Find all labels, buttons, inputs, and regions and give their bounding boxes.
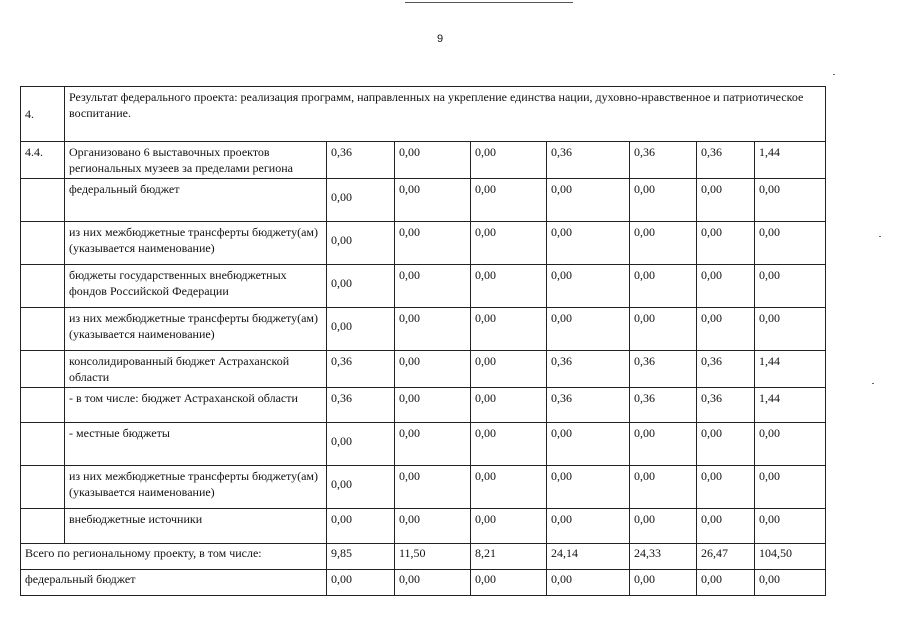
value-cell: 0,00 (697, 509, 755, 544)
value-cell: 0,00 (547, 265, 630, 308)
top-rule (405, 2, 573, 3)
value-cell: 0,00 (755, 222, 826, 265)
value-cell: 8,21 (471, 544, 547, 570)
row-code-cell (21, 308, 65, 351)
value-cell: 0,00 (755, 570, 826, 596)
value-cell: 0,00 (471, 388, 547, 423)
scan-speck (833, 74, 835, 75)
value-cell: 0,00 (755, 466, 826, 509)
value-cell: 26,47 (697, 544, 755, 570)
row-label: из них межбюджетные трансферты бюджету(ам) (указывается наименование) (65, 466, 327, 509)
row-code-cell (21, 509, 65, 544)
value-cell: 0,00 (327, 423, 395, 466)
value-cell: 0,00 (547, 509, 630, 544)
page-number: 9 (436, 33, 444, 45)
value-cell: 0,00 (395, 142, 471, 179)
funding-row (21, 351, 826, 388)
funding-row (21, 423, 826, 466)
value-cell: 0,00 (630, 570, 697, 596)
value-cell: 0,00 (395, 466, 471, 509)
row-label: консолидированный бюджет Астраханской области (65, 351, 327, 388)
value-cell: 0,00 (327, 466, 395, 509)
value-cell: 0,00 (471, 509, 547, 544)
item-row (21, 142, 826, 179)
value-cell: 0,00 (395, 308, 471, 351)
section-row (21, 87, 826, 142)
row-label: внебюджетные источники (65, 509, 327, 544)
value-cell: 0,36 (630, 388, 697, 423)
value-cell: 0,36 (630, 142, 697, 179)
value-cell: 0,00 (471, 265, 547, 308)
row-code-cell (21, 466, 65, 509)
value-cell: 0,36 (547, 142, 630, 179)
value-cell: 0,00 (395, 388, 471, 423)
value-cell: 0,00 (630, 423, 697, 466)
row-label: из них межбюджетные трансферты бюджету(ам) (указывается наименование) (65, 308, 327, 351)
value-cell: 0,00 (755, 265, 826, 308)
budget-table (20, 86, 826, 596)
value-cell: 0,00 (630, 179, 697, 222)
total-row (21, 570, 826, 596)
row-code-cell (21, 423, 65, 466)
value-cell: 0,00 (471, 308, 547, 351)
item-name: Организовано 6 выставочных проектов региональных музеев за пределами региона (65, 142, 327, 179)
value-cell: 11,50 (395, 544, 471, 570)
value-cell: 0,36 (327, 142, 395, 179)
value-cell: 0,00 (471, 570, 547, 596)
value-cell: 0,00 (697, 222, 755, 265)
item-code: 4.4. (21, 142, 65, 179)
value-cell: 0,00 (327, 222, 395, 265)
value-cell: 24,14 (547, 544, 630, 570)
value-cell: 0,00 (471, 466, 547, 509)
value-cell: 0,36 (697, 142, 755, 179)
value-cell: 0,00 (547, 308, 630, 351)
value-cell: 9,85 (327, 544, 395, 570)
value-cell: 0,00 (755, 179, 826, 222)
value-cell: 0,00 (547, 423, 630, 466)
value-cell: 0,00 (630, 509, 697, 544)
value-cell: 0,00 (395, 265, 471, 308)
value-cell: 0,00 (327, 179, 395, 222)
row-label: - местные бюджеты (65, 423, 327, 466)
value-cell: 0,00 (630, 265, 697, 308)
total-label: Всего по региональному проекту, в том числе: (21, 544, 327, 570)
value-cell: 0,00 (471, 222, 547, 265)
total-label: федеральный бюджет (21, 570, 327, 596)
value-cell: 0,00 (630, 222, 697, 265)
value-cell: 0,00 (395, 509, 471, 544)
row-label: бюджеты государственных внебюджетных фондов Российской Федерации (65, 265, 327, 308)
value-cell: 1,44 (755, 351, 826, 388)
funding-row (21, 388, 826, 423)
value-cell: 0,36 (547, 351, 630, 388)
row-code-cell (21, 222, 65, 265)
value-cell: 0,00 (395, 222, 471, 265)
funding-row (21, 308, 826, 351)
value-cell: 1,44 (755, 142, 826, 179)
value-cell: 0,00 (630, 308, 697, 351)
value-cell: 0,36 (630, 351, 697, 388)
value-cell: 0,00 (697, 179, 755, 222)
value-cell: 0,00 (327, 265, 395, 308)
row-code-cell (21, 179, 65, 222)
funding-row (21, 265, 826, 308)
value-cell: 0,00 (547, 179, 630, 222)
value-cell: 0,00 (697, 265, 755, 308)
row-label: из них межбюджетные трансферты бюджету(ам) (указывается наименование) (65, 222, 327, 265)
value-cell: 0,00 (471, 142, 547, 179)
value-cell: 0,00 (395, 351, 471, 388)
value-cell: 0,00 (697, 423, 755, 466)
value-cell: 0,36 (697, 351, 755, 388)
value-cell: 0,36 (327, 388, 395, 423)
row-label: федеральный бюджет (65, 179, 327, 222)
value-cell: 0,00 (697, 570, 755, 596)
value-cell: 0,36 (697, 388, 755, 423)
funding-row (21, 509, 826, 544)
value-cell: 0,00 (547, 222, 630, 265)
value-cell: 0,00 (755, 509, 826, 544)
value-cell: 0,00 (471, 351, 547, 388)
row-code-cell (21, 351, 65, 388)
value-cell: 0,00 (630, 466, 697, 509)
row-code-cell (21, 388, 65, 423)
row-label: - в том числе: бюджет Астраханской области (65, 388, 327, 423)
value-cell: 0,36 (327, 351, 395, 388)
value-cell: 104,50 (755, 544, 826, 570)
value-cell: 0,00 (547, 466, 630, 509)
total-row (21, 544, 826, 570)
value-cell: 0,00 (395, 570, 471, 596)
value-cell: 0,00 (327, 570, 395, 596)
scan-speck (872, 383, 874, 384)
value-cell: 0,00 (471, 179, 547, 222)
section-title: Результат федерального проекта: реализация программ, направленных на укрепление единства нации, духовно-нравственное и патриотическое воспитание. (65, 87, 826, 142)
section-code: 4. (21, 87, 65, 142)
value-cell: 0,00 (327, 308, 395, 351)
value-cell: 24,33 (630, 544, 697, 570)
value-cell: 0,00 (697, 466, 755, 509)
value-cell: 0,00 (395, 179, 471, 222)
funding-row (21, 179, 826, 222)
value-cell: 0,00 (395, 423, 471, 466)
value-cell: 0,36 (547, 388, 630, 423)
value-cell: 0,00 (547, 570, 630, 596)
funding-row (21, 222, 826, 265)
row-code-cell (21, 265, 65, 308)
value-cell: 0,00 (697, 308, 755, 351)
value-cell: 0,00 (755, 308, 826, 351)
value-cell: 0,00 (471, 423, 547, 466)
value-cell: 1,44 (755, 388, 826, 423)
value-cell: 0,00 (755, 423, 826, 466)
funding-row (21, 466, 826, 509)
scan-speck (879, 236, 881, 237)
value-cell: 0,00 (327, 509, 395, 544)
